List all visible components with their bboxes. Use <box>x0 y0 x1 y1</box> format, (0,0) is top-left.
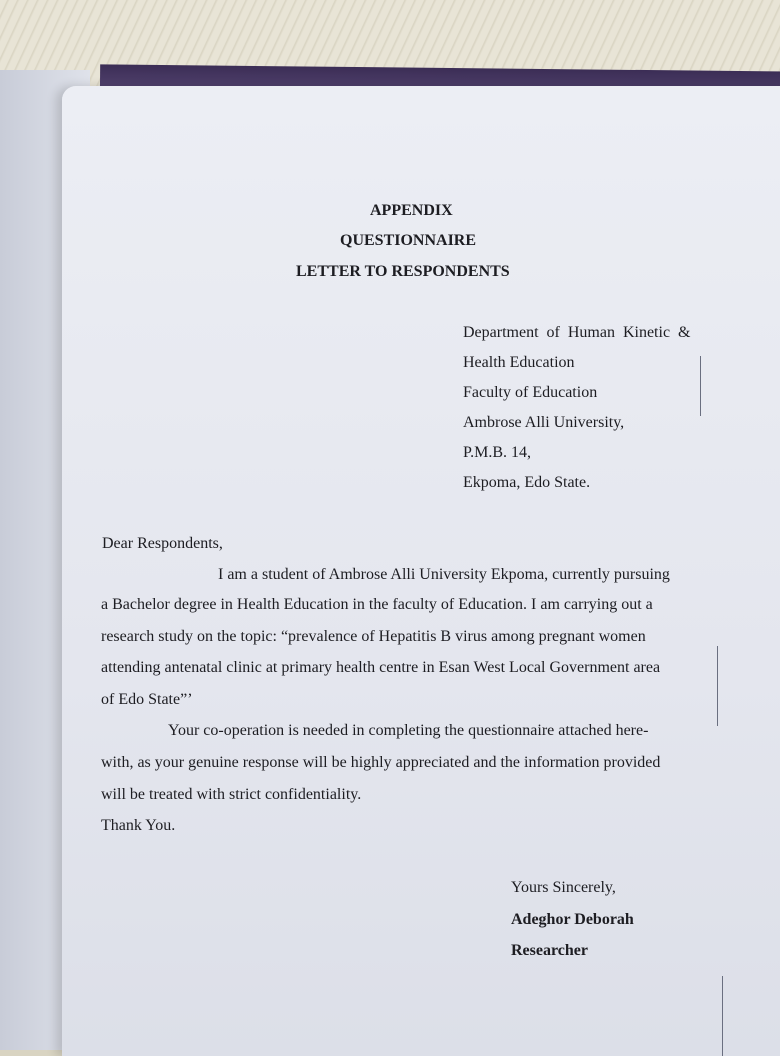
valediction: Yours Sincerely, <box>511 879 616 896</box>
address-line: Health Education <box>463 354 575 371</box>
address-line: Ekpoma, Edo State. <box>463 474 591 491</box>
address-line: Ambrose Alli University, <box>463 414 625 431</box>
heading-appendix: APPENDIX <box>370 202 453 219</box>
signatory-name: Adeghor Deborah <box>511 911 634 928</box>
address-line: P.M.B. 14, <box>463 444 532 461</box>
body-line: a Bachelor degree in Health Education in the faculty of Education. I am carrying out a <box>101 596 653 613</box>
pen-mark <box>722 976 723 1056</box>
body-line: with, as your genuine response will be highly appreciated and the information provided <box>101 754 661 771</box>
body-line: of Edo State”’ <box>101 691 193 708</box>
signatory-role: Researcher <box>511 942 588 959</box>
body-line: Your co-operation is needed in completing the questionnaire attached here- <box>168 722 649 739</box>
body-line: Thank You. <box>101 817 176 834</box>
heading-letter: LETTER TO RESPONDENTS <box>296 263 510 280</box>
address-line: Department of Human Kinetic & <box>463 324 691 341</box>
pen-mark <box>700 356 701 416</box>
pen-mark <box>717 646 718 726</box>
body-line: attending antenatal clinic at primary health centre in Esan West Local Government area <box>101 659 661 676</box>
salutation: Dear Respondents, <box>102 535 223 552</box>
address-line: Faculty of Education <box>463 384 598 401</box>
heading-questionnaire: QUESTIONNAIRE <box>340 232 477 249</box>
body-line: I am a student of Ambrose Alli University Ekpoma, currently pursuing <box>218 566 670 583</box>
body-line: will be treated with strict confidentiality. <box>101 786 362 803</box>
body-line: research study on the topic: “prevalence of Hepatitis B virus among pregnant women <box>101 628 646 645</box>
